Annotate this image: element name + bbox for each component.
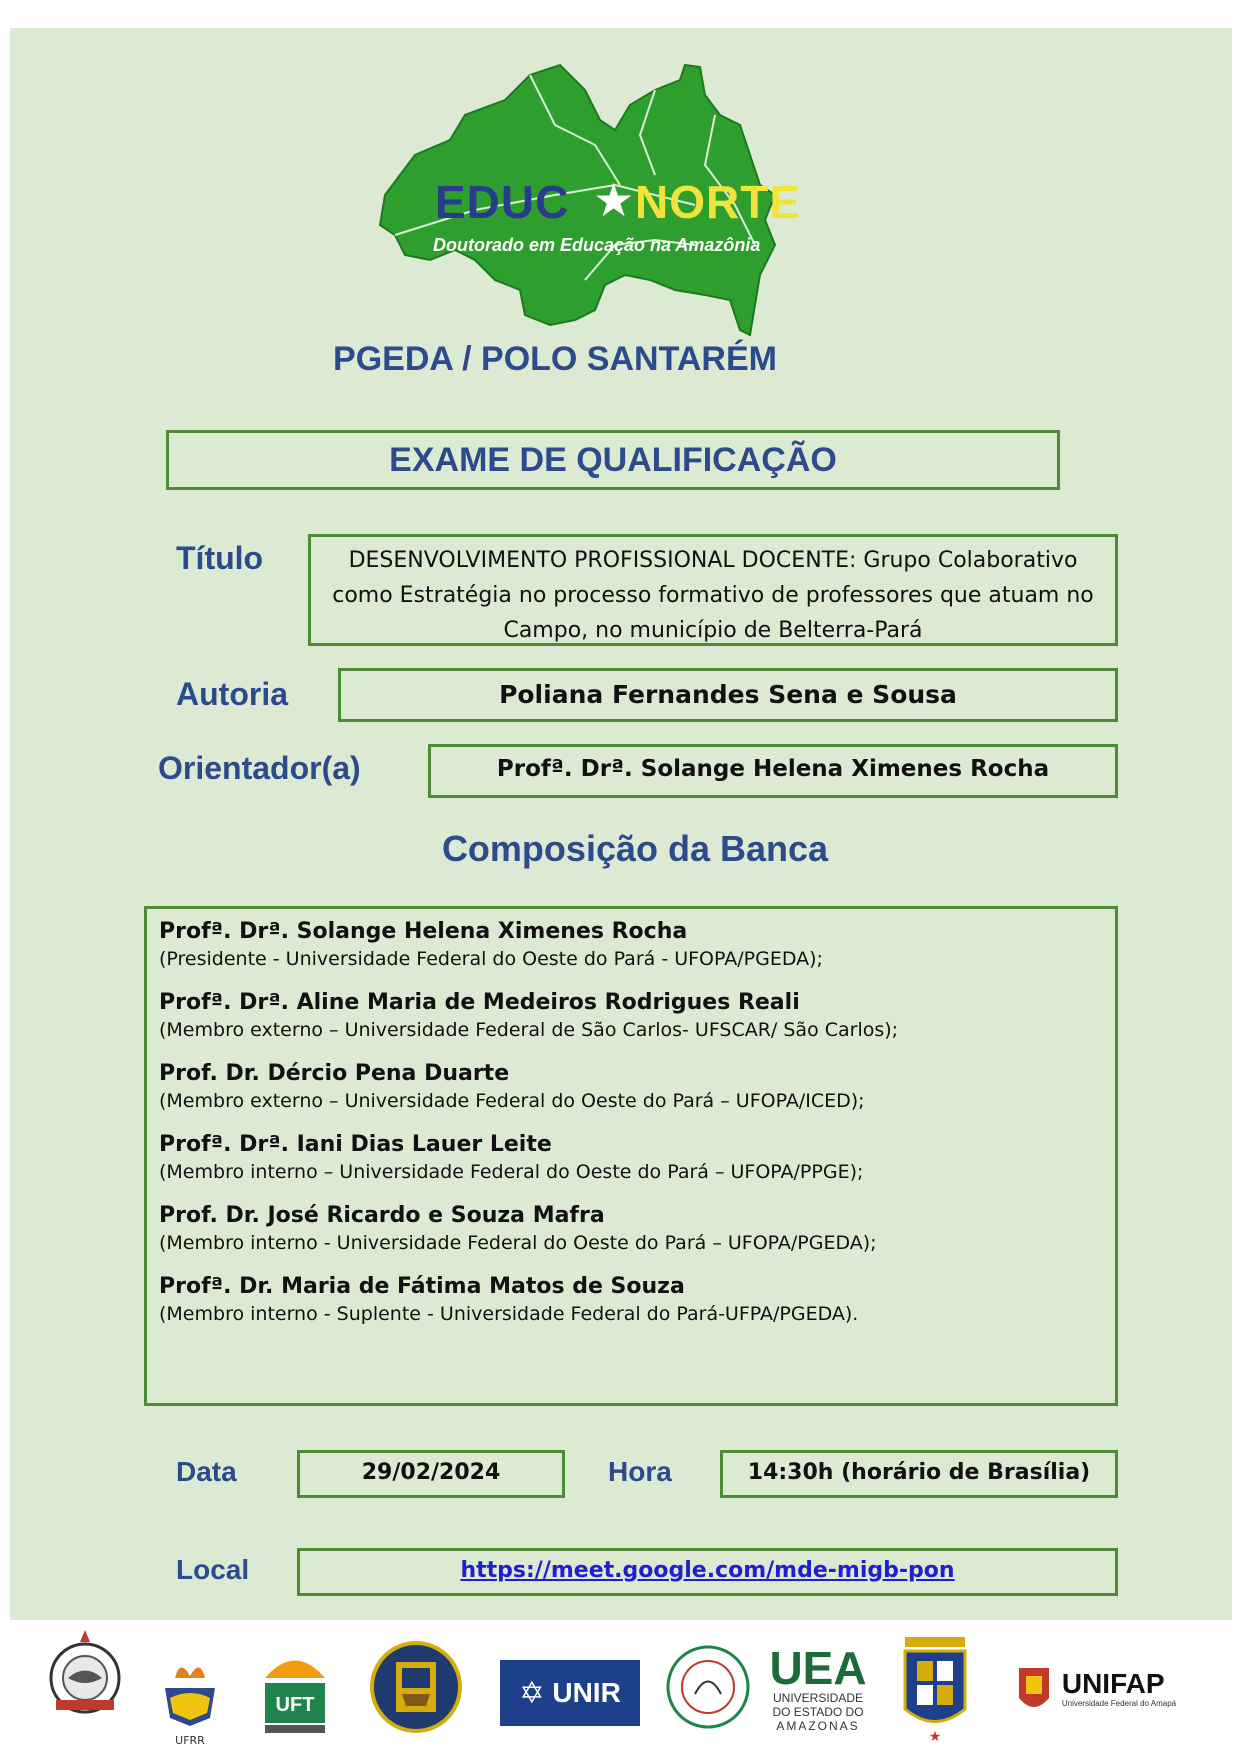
ufrr-logo bbox=[150, 1650, 230, 1755]
banca-member bbox=[159, 990, 1103, 1041]
member-role: (Membro interno - Suplente - Universidade Federal do Pará-UFPA/PGEDA). bbox=[159, 1303, 859, 1325]
autoria-box bbox=[338, 668, 1118, 722]
local-link-wrap bbox=[300, 1551, 1115, 1592]
unifap-text-block bbox=[1062, 1669, 1176, 1708]
program-heading: PGEDA / POLO SANTARÉM bbox=[333, 340, 777, 378]
uea-logo bbox=[768, 1634, 868, 1744]
autoria-value: Poliana Fernandes Sena e Sousa bbox=[499, 680, 957, 709]
titulo-value: DESENVOLVIMENTO PROFISSIONAL DOCENTE: Grupo Colaborativo como Estratégia no processo formativo de professores que atuam no Campo, no município de Belterra-Pará bbox=[332, 548, 1094, 643]
orientador-value: Profª. Drª. Solange Helena Ximenes Rocha bbox=[496, 756, 1050, 782]
member-role: (Membro externo – Universidade Federal do Oeste do Pará – UFOPA/ICED); bbox=[159, 1090, 865, 1112]
unir-star-icon: ✡ bbox=[519, 1675, 545, 1711]
banca-member bbox=[159, 1061, 1103, 1112]
uft-logo bbox=[250, 1640, 340, 1740]
partner-logos-bar bbox=[0, 1620, 1241, 1755]
banca-member bbox=[159, 1203, 1103, 1254]
brand-norte-text: NORTE bbox=[635, 176, 801, 228]
banca-member bbox=[159, 1274, 1103, 1325]
uea-line1: UNIVERSIDADE bbox=[772, 1691, 864, 1705]
member-name: Profª. Dr. Maria de Fátima Matos de Souza bbox=[159, 1274, 685, 1299]
local-label: Local bbox=[176, 1554, 250, 1585]
member-name: Profª. Drª. Aline Maria de Medeiros Rodrigues Reali bbox=[159, 990, 800, 1015]
uea-line3: AMAZONAS bbox=[776, 1719, 860, 1733]
exam-title-box bbox=[166, 430, 1060, 490]
member-role: (Membro interno – Universidade Federal do Oeste do Pará – UFOPA/PPGE); bbox=[159, 1161, 864, 1183]
member-role: (Membro externo – Universidade Federal de São Carlos- UFSCAR/ São Carlos); bbox=[159, 1019, 899, 1041]
autoria-label: Autoria bbox=[176, 676, 288, 712]
orientador-label: Orientador(a) bbox=[158, 750, 361, 786]
unifap-emblem-icon bbox=[1014, 1658, 1054, 1718]
member-name: Profª. Drª. Iani Dias Lauer Leite bbox=[159, 1132, 552, 1157]
brand-subtitle: Doutorado em Educação na Amazônia bbox=[433, 235, 761, 255]
orientador-box bbox=[428, 744, 1118, 798]
data-label: Data bbox=[176, 1456, 237, 1487]
unir-text: UNIR bbox=[552, 1677, 621, 1708]
member-name: Prof. Dr. Dércio Pena Duarte bbox=[159, 1061, 510, 1086]
ufpa-seal-icon bbox=[40, 1628, 130, 1718]
hora-box bbox=[720, 1450, 1118, 1498]
local-box bbox=[297, 1548, 1118, 1596]
member-name: Prof. Dr. José Ricardo e Souza Mafra bbox=[159, 1203, 605, 1228]
member-role: (Presidente - Universidade Federal do Oeste do Pará - UFOPA/PGEDA); bbox=[159, 948, 823, 970]
ufac-logo bbox=[895, 1628, 975, 1748]
titulo-label: Título bbox=[176, 540, 264, 576]
data-box bbox=[297, 1450, 565, 1498]
data-value: 29/02/2024 bbox=[361, 1460, 501, 1485]
banca-member bbox=[159, 919, 1103, 970]
foundation-seal-icon bbox=[665, 1644, 751, 1730]
unir-logo bbox=[500, 1660, 640, 1726]
meeting-link[interactable]: https://meet.google.com/mde-migb-pon bbox=[460, 1558, 955, 1583]
member-role: (Membro interno - Universidade Federal do Oeste do Pará – UFOPA/PGEDA); bbox=[159, 1232, 877, 1254]
ufrr-caption: UFRR bbox=[175, 1734, 205, 1747]
unifap-subtitle: Universidade Federal do Amapá bbox=[1061, 1698, 1177, 1708]
university-crest-icon bbox=[368, 1632, 464, 1742]
banca-heading: Composição da Banca bbox=[441, 828, 829, 869]
unifap-text: UNIFAP bbox=[1061, 1667, 1165, 1699]
uft-text: UFT bbox=[275, 1693, 315, 1716]
brand-educ-text: EDUC bbox=[435, 176, 570, 228]
hora-label: Hora bbox=[608, 1456, 672, 1487]
banca-box bbox=[144, 906, 1118, 1406]
educnorte-logo bbox=[355, 45, 875, 345]
hora-value: 14:30h (horário de Brasília) bbox=[747, 1460, 1091, 1485]
member-name: Profª. Drª. Solange Helena Ximenes Rocha bbox=[159, 919, 688, 944]
ufrr-emblem-icon bbox=[155, 1658, 225, 1728]
titulo-box bbox=[308, 534, 1118, 646]
banca-member bbox=[159, 1132, 1103, 1183]
uea-text: UEA bbox=[769, 1642, 867, 1694]
unifap-logo bbox=[1000, 1650, 1190, 1726]
star-icon: ★ bbox=[593, 173, 635, 227]
uea-line2: DO ESTADO DO bbox=[772, 1705, 864, 1719]
svg-text:★: ★ bbox=[928, 1729, 942, 1745]
exam-title: EXAME DE QUALIFICAÇÃO bbox=[389, 441, 837, 479]
